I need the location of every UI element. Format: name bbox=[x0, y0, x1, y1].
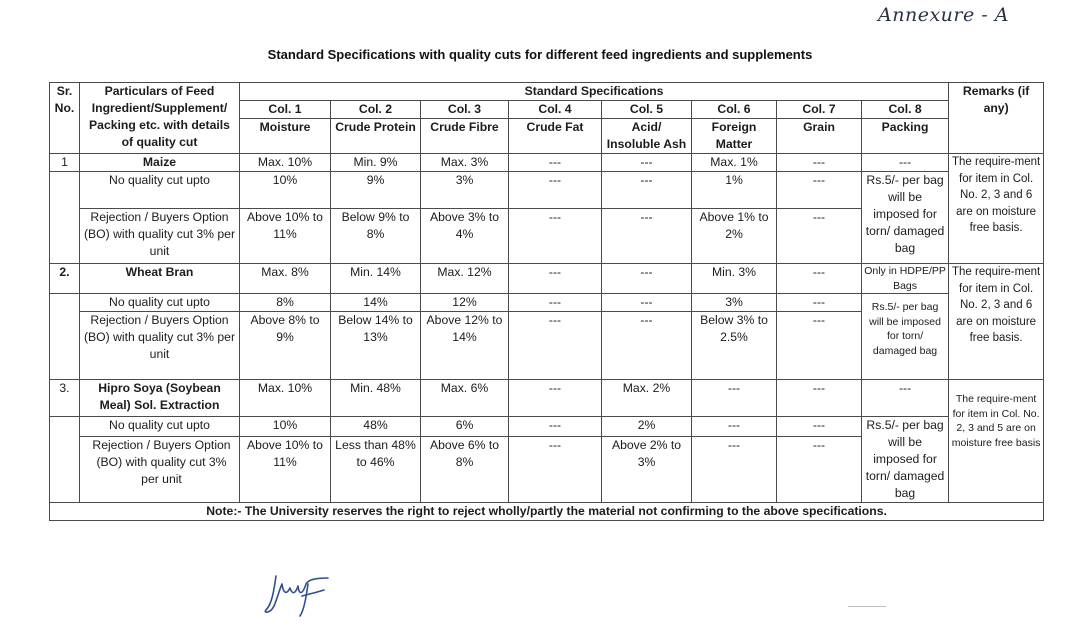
hipro-soya-crude-protein: Min. 48% bbox=[331, 380, 421, 417]
maize-foreign-matter: Max. 1% bbox=[692, 154, 777, 172]
maize-remarks: The require-ment for item in Col. No. 2, 3 and 6 are on moisture free basis. bbox=[949, 154, 1044, 264]
wheat-bran-sr-blank bbox=[50, 294, 80, 380]
wheat-bran-no-cut-fibre: 12% bbox=[421, 294, 509, 312]
wheat-bran-packing-top: Only in HDPE/PP Bags bbox=[862, 264, 949, 294]
wheat-bran-crude-fat: --- bbox=[509, 264, 602, 294]
wheat-bran-remarks: The require-ment for item in Col. No. 2, 3 and 6 are on moisture free basis. bbox=[949, 264, 1044, 380]
hipro-soya-moisture: Max. 10% bbox=[240, 380, 331, 417]
wheat-bran-crude-fibre: Max. 12% bbox=[421, 264, 509, 294]
maize-acid-ash: --- bbox=[602, 154, 692, 172]
col-1-name: Moisture bbox=[240, 119, 331, 154]
maize-grain: --- bbox=[777, 154, 862, 172]
maize-rejection-fat: --- bbox=[509, 209, 602, 264]
maize-no-cut-protein: 9% bbox=[331, 172, 421, 209]
note-text: Note:- The University reserves the right to reject wholly/partly the material not confirming to the above specifications. bbox=[50, 503, 1044, 521]
maize-packing-note: Rs.5/- per bag will be imposed for torn/ damaged bag bbox=[862, 172, 949, 264]
maize-rejection-label: Rejection / Buyers Option (BO) with quality cut 3% per unit bbox=[80, 209, 240, 264]
hipro-soya-rejection-fat: --- bbox=[509, 436, 602, 502]
maize-rejection-grain: --- bbox=[777, 209, 862, 264]
hipro-soya-rejection-label: Rejection / Buyers Option (BO) with quality cut 3% per unit bbox=[80, 436, 240, 502]
remarks-header: Remarks (if any) bbox=[949, 83, 1044, 154]
hipro-soya-packing-note: Rs.5/- per bag will be imposed for torn/ damaged bag bbox=[862, 417, 949, 503]
col-5-label: Col. 5 bbox=[602, 101, 692, 119]
hipro-soya-crude-fat: --- bbox=[509, 380, 602, 417]
hipro-soya-no-cut-fat: --- bbox=[509, 417, 602, 437]
col-7-name: Grain bbox=[777, 119, 862, 154]
wheat-bran-packing-note: Rs.5/- per bag will be imposed for torn/ damaged bag bbox=[862, 294, 949, 380]
maize-no-cut-fat: --- bbox=[509, 172, 602, 209]
particulars-header: Particulars of Feed Ingredient/Supplement/ Packing etc. with details of quality cut bbox=[80, 83, 240, 154]
col-6-name: Foreign Matter bbox=[692, 119, 777, 154]
wheat-bran-crude-protein: Min. 14% bbox=[331, 264, 421, 294]
hipro-soya-acid-ash: Max. 2% bbox=[602, 380, 692, 417]
hipro-soya-rejection-protein: Less than 48% to 46% bbox=[331, 436, 421, 502]
wheat-bran-rejection-fat: --- bbox=[509, 312, 602, 380]
maize-no-cut-grain: --- bbox=[777, 172, 862, 209]
wheat-bran-no-cut-protein: 14% bbox=[331, 294, 421, 312]
wheat-bran-no-cut-label: No quality cut upto bbox=[80, 294, 240, 312]
hipro-soya-no-cut-fibre: 6% bbox=[421, 417, 509, 437]
hipro-soya-rejection-grain: --- bbox=[777, 436, 862, 502]
hipro-soya-rejection-fibre: Above 6% to 8% bbox=[421, 436, 509, 502]
wheat-bran-rejection-moisture: Above 8% to 9% bbox=[240, 312, 331, 380]
hipro-soya-no-cut-label: No quality cut upto bbox=[80, 417, 240, 437]
hipro-soya-no-cut-protein: 48% bbox=[331, 417, 421, 437]
maize-rejection-protein: Below 9% to 8% bbox=[331, 209, 421, 264]
col-4-label: Col. 4 bbox=[509, 101, 602, 119]
col-7-label: Col. 7 bbox=[777, 101, 862, 119]
wheat-bran-rejection-ash: --- bbox=[602, 312, 692, 380]
note-row bbox=[50, 503, 1044, 521]
wheat-bran-spec-row bbox=[50, 264, 1044, 294]
hipro-soya-name: Hipro Soya (Soybean Meal) Sol. Extraction bbox=[80, 380, 240, 417]
maize-crude-protein: Min. 9% bbox=[331, 154, 421, 172]
col-3-label: Col. 3 bbox=[421, 101, 509, 119]
maize-no-cut-foreign: 1% bbox=[692, 172, 777, 209]
maize-crude-fat: --- bbox=[509, 154, 602, 172]
hipro-soya-no-cut-foreign: --- bbox=[692, 417, 777, 437]
col-2-name: Crude Protein bbox=[331, 119, 421, 154]
wheat-bran-no-cut-ash: --- bbox=[602, 294, 692, 312]
maize-moisture: Max. 10% bbox=[240, 154, 331, 172]
maize-sr-blank bbox=[50, 172, 80, 264]
signature-mark bbox=[262, 566, 342, 618]
wheat-bran-moisture: Max. 8% bbox=[240, 264, 331, 294]
standard-specifications-header: Standard Specifications bbox=[240, 83, 949, 101]
col-1-label: Col. 1 bbox=[240, 101, 331, 119]
faint-pen-mark bbox=[848, 606, 886, 607]
document-title: Standard Specifications with quality cuts for different feed ingredients and supplements bbox=[267, 47, 813, 62]
wheat-bran-rejection-grain: --- bbox=[777, 312, 862, 380]
col-8-name: Packing bbox=[862, 119, 949, 154]
maize-rejection-moisture: Above 10% to 11% bbox=[240, 209, 331, 264]
wheat-bran-rejection-label: Rejection / Buyers Option (BO) with quality cut 3% per unit bbox=[80, 312, 240, 380]
hipro-soya-foreign-matter: --- bbox=[692, 380, 777, 417]
hipro-soya-rejection-foreign: --- bbox=[692, 436, 777, 502]
wheat-bran-grain: --- bbox=[777, 264, 862, 294]
wheat-bran-name: Wheat Bran bbox=[80, 264, 240, 294]
wheat-bran-rejection-foreign: Below 3% to 2.5% bbox=[692, 312, 777, 380]
specifications-table bbox=[49, 82, 1044, 521]
hipro-soya-remarks: The require-ment for item in Col. No. 2, 3 and 5 are on moisture free basis bbox=[949, 380, 1044, 503]
maize-no-cut-moisture: 10% bbox=[240, 172, 331, 209]
hipro-soya-grain: --- bbox=[777, 380, 862, 417]
col-4-name: Crude Fat bbox=[509, 119, 602, 154]
wheat-bran-rejection-fibre: Above 12% to 14% bbox=[421, 312, 509, 380]
wheat-bran-foreign-matter: Min. 3% bbox=[692, 264, 777, 294]
wheat-bran-no-cut-fat: --- bbox=[509, 294, 602, 312]
wheat-bran-no-cut-grain: --- bbox=[777, 294, 862, 312]
wheat-bran-acid-ash: --- bbox=[602, 264, 692, 294]
hipro-soya-packing: --- bbox=[862, 380, 949, 417]
maize-no-cut-row bbox=[50, 172, 1044, 209]
maize-rejection-ash: --- bbox=[602, 209, 692, 264]
col-6-label: Col. 6 bbox=[692, 101, 777, 119]
hipro-soya-no-cut-ash: 2% bbox=[602, 417, 692, 437]
wheat-bran-no-cut-foreign: 3% bbox=[692, 294, 777, 312]
hipro-soya-sr: 3. bbox=[50, 380, 80, 417]
maize-sr: 1 bbox=[50, 154, 80, 172]
hipro-soya-no-cut-moisture: 10% bbox=[240, 417, 331, 437]
col-3-name: Crude Fibre bbox=[421, 119, 509, 154]
hipro-soya-crude-fibre: Max. 6% bbox=[421, 380, 509, 417]
hipro-soya-no-cut-grain: --- bbox=[777, 417, 862, 437]
annexure-label: Annexure - A bbox=[878, 4, 1009, 26]
maize-name: Maize bbox=[80, 154, 240, 172]
maize-rejection-fibre: Above 3% to 4% bbox=[421, 209, 509, 264]
header-row-1 bbox=[50, 83, 1044, 101]
col-5-name: Acid/ Insoluble Ash bbox=[602, 119, 692, 154]
maize-packing: --- bbox=[862, 154, 949, 172]
hipro-soya-sr-blank bbox=[50, 417, 80, 503]
maize-spec-row bbox=[50, 154, 1044, 172]
wheat-bran-no-cut-moisture: 8% bbox=[240, 294, 331, 312]
hipro-soya-rejection-ash: Above 2% to 3% bbox=[602, 436, 692, 502]
maize-rejection-foreign: Above 1% to 2% bbox=[692, 209, 777, 264]
hipro-soya-no-cut-row bbox=[50, 417, 1044, 437]
col-8-label: Col. 8 bbox=[862, 101, 949, 119]
wheat-bran-no-cut-row bbox=[50, 294, 1044, 312]
sr-no-header: Sr. No. bbox=[50, 83, 80, 154]
wheat-bran-sr: 2. bbox=[50, 264, 80, 294]
wheat-bran-rejection-protein: Below 14% to 13% bbox=[331, 312, 421, 380]
maize-no-cut-ash: --- bbox=[602, 172, 692, 209]
hipro-soya-rejection-moisture: Above 10% to 11% bbox=[240, 436, 331, 502]
maize-crude-fibre: Max. 3% bbox=[421, 154, 509, 172]
maize-no-cut-fibre: 3% bbox=[421, 172, 509, 209]
maize-no-cut-label: No quality cut upto bbox=[80, 172, 240, 209]
hipro-soya-spec-row bbox=[50, 380, 1044, 417]
col-2-label: Col. 2 bbox=[331, 101, 421, 119]
